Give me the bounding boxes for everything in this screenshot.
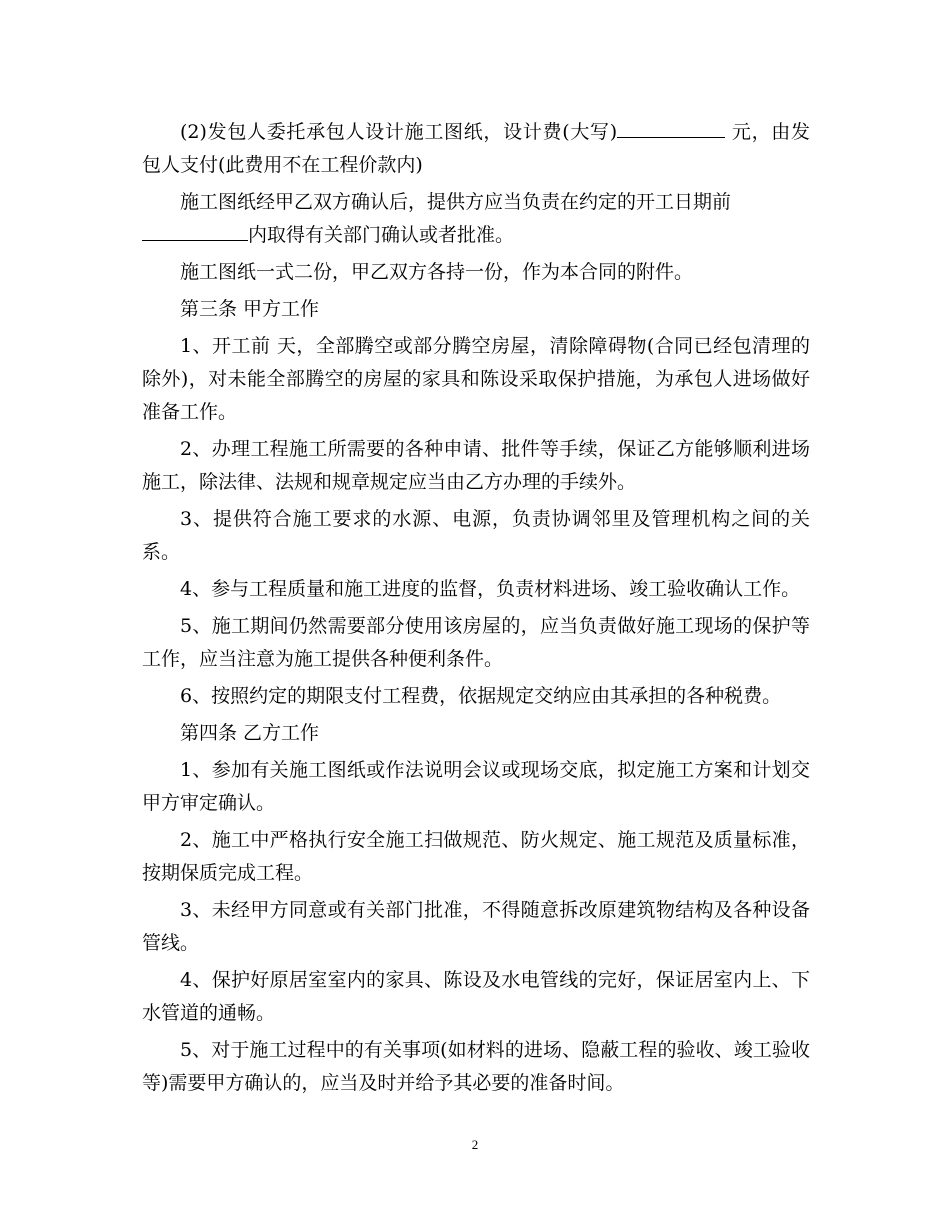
paragraph: 1、参加有关施工图纸或作法说明会议或现场交底，拟定施工方案和计划交甲方审定确认。 [142,759,810,814]
paragraph: 5、施工期间仍然需要部分使用该房屋的，应当负责做好施工现场的保护等工作，应当注意为施工提供各种便利条件。 [142,615,810,670]
paragraph: 4、保护好原居室室内的家具、陈设及水电管线的完好，保证居室内上、下水管道的通畅。 [142,969,810,1024]
drawing-approval-line1: 施工图纸经甲乙双方确认后，提供方应当负责在约定的开工日期前 [180,191,732,213]
page-number: 2 [471,1137,479,1152]
drawing-approval-line2-wrap [142,219,810,252]
section-heading-party-b: 第四条 乙方工作 [180,722,320,744]
approval-deadline-blank [142,220,248,241]
paragraph: 3、未经甲方同意或有关部门批准，不得随意拆改原建筑物结构及各种设备管线。 [142,899,810,954]
paragraph-drawing-approval [142,186,810,252]
design-fee-text-after: 元，由发包人支付(此费用不在工程价款内) [142,121,810,176]
document-body [142,116,810,1104]
paragraph: 2、施工中严格执行安全施工扫做规范、防火规定、施工规范及质量标准，按期保质完成工程。 [142,829,810,884]
paragraph: 2、办理工程施工所需要的各种申请、批件等手续，保证乙方能够顺利进场施工，除法律、法规和规章规定应当由乙方办理的手续外。 [142,438,810,493]
section-heading-party-a: 第三条 甲方工作 [180,298,320,320]
paragraph: 1、开工前 天，全部腾空或部分腾空房屋，清除障碍物(合同已经包清理的除外)，对未能全部腾空的房屋的家具和陈设采取保护措施，为承包人进场做好准备工作。 [142,335,810,423]
design-fee-text-before: (2)发包人委托承包人设计施工图纸，设计费(大写) [180,121,618,143]
paragraph: 4、参与工程质量和施工进度的监督，负责材料进场、竣工验收确认工作。 [180,578,801,600]
paragraph: 3、提供符合施工要求的水源、电源，负责协调邻里及管理机构之间的关系。 [142,508,810,563]
paragraph-design-fee [142,116,810,182]
paragraph: 施工图纸一式二份，甲乙双方各持一份，作为本合同的附件。 [180,261,694,283]
design-fee-blank [617,117,725,138]
drawing-approval-line2: 内取得有关部门确认或者批准。 [248,224,515,246]
paragraph: 5、对于施工过程中的有关事项(如材料的进场、隐蔽工程的验收、竣工验收等)需要甲方确认的，应当及时并给予其必要的准备时间。 [142,1039,810,1094]
paragraph: 6、按照约定的期限支付工程费，依据规定交纳应由其承担的各种税费。 [180,685,782,707]
